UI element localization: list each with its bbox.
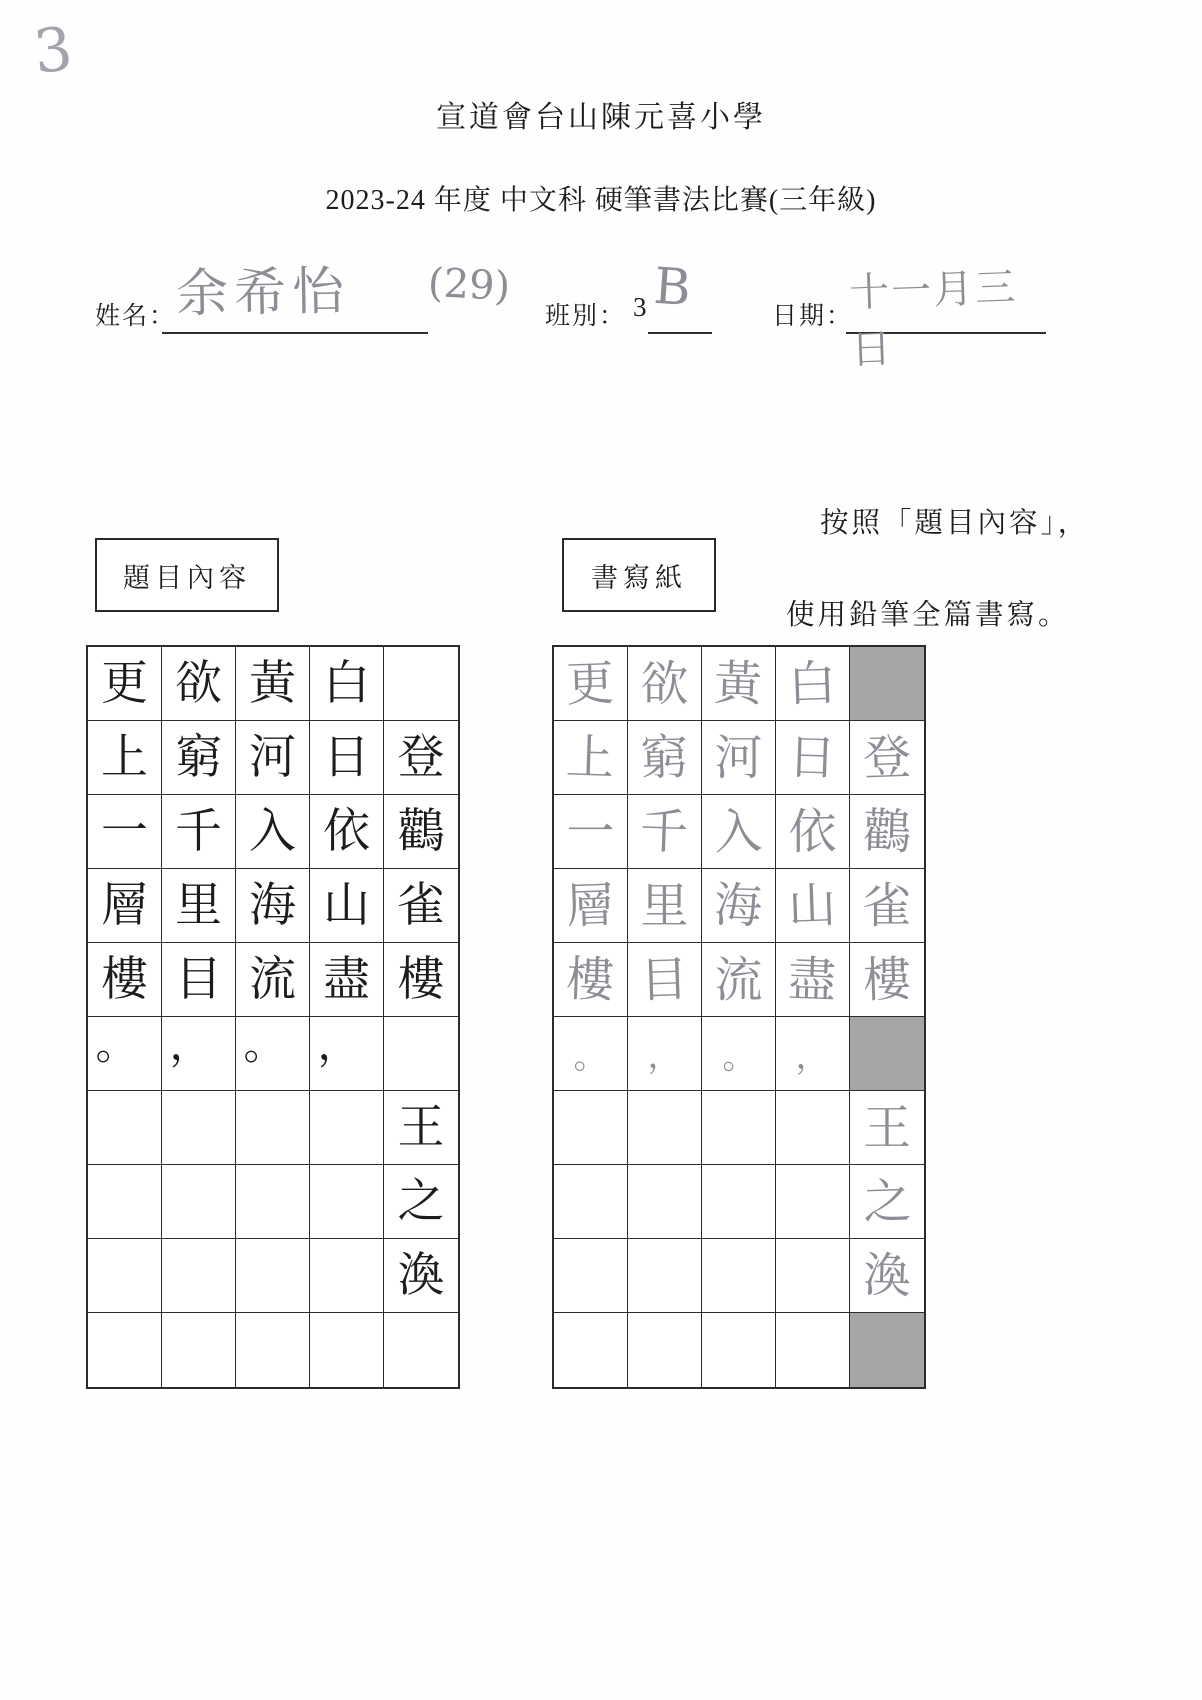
name-label: 姓名： xyxy=(95,303,177,330)
handwritten-character: 。 xyxy=(573,1037,608,1077)
handwritten-character: 黃 xyxy=(713,654,764,713)
grid-cell xyxy=(628,647,702,721)
grid-cell xyxy=(88,1017,162,1091)
printed-character: 黃 xyxy=(249,657,296,710)
grid-cell xyxy=(628,869,702,943)
printed-character: 。 xyxy=(95,1022,138,1069)
grid-cell xyxy=(628,795,702,869)
grid-cell xyxy=(850,1017,924,1091)
name-field xyxy=(162,248,428,334)
printed-character: 日 xyxy=(323,731,370,784)
grid-cell xyxy=(776,1313,850,1387)
handwritten-character: 白 xyxy=(787,654,838,713)
date-field xyxy=(846,246,1046,374)
grid-cell xyxy=(162,1017,236,1091)
grid-cell xyxy=(88,943,162,1017)
grid-cell xyxy=(702,647,776,721)
instruction-line-1: 按照「題目內容」， xyxy=(820,508,1090,539)
handwritten-character: 登 xyxy=(862,728,912,787)
grid-cell xyxy=(162,1313,236,1387)
grid-cell xyxy=(776,1091,850,1165)
writing-paper-label: 書寫紙 xyxy=(591,562,687,593)
handwritten-character: 河 xyxy=(714,729,763,786)
grid-cell xyxy=(384,721,458,795)
printed-character: 登 xyxy=(397,731,445,784)
grid-cell xyxy=(628,943,702,1017)
student-number-handwritten: (29) xyxy=(426,259,512,311)
handwritten-character: 之 xyxy=(862,1172,912,1231)
writing-paper-box xyxy=(562,538,716,612)
handwritten-page-number: 3 xyxy=(30,14,76,88)
grid-cell xyxy=(628,1017,702,1091)
printed-character: 渙 xyxy=(397,1249,445,1302)
printed-character: 之 xyxy=(397,1175,445,1228)
grid-cell xyxy=(88,647,162,721)
grid-cell xyxy=(236,1091,310,1165)
grid-cell xyxy=(628,1313,702,1387)
handwritten-character: 目 xyxy=(639,950,690,1009)
printed-character: 雀 xyxy=(397,879,445,932)
grid-cell xyxy=(162,943,236,1017)
grid-cell xyxy=(310,869,384,943)
printed-character: 目 xyxy=(175,953,222,1006)
grid-cell xyxy=(310,1165,384,1239)
grid-cell xyxy=(702,1017,776,1091)
grid-cell xyxy=(702,1091,776,1165)
grid-cell xyxy=(236,1239,310,1313)
grid-cell xyxy=(702,1239,776,1313)
printed-character: 盡 xyxy=(323,953,370,1006)
grid-cell xyxy=(162,1091,236,1165)
grid-cell xyxy=(162,647,236,721)
grid-cell xyxy=(310,1239,384,1313)
grid-cell xyxy=(628,1239,702,1313)
grid-cell xyxy=(310,943,384,1017)
grid-cell xyxy=(236,721,310,795)
topic-content-grid xyxy=(86,645,460,1389)
grid-cell xyxy=(776,869,850,943)
grid-cell xyxy=(384,1017,458,1091)
grid-cell xyxy=(628,1091,702,1165)
grid-cell xyxy=(162,795,236,869)
grid-cell xyxy=(162,721,236,795)
class-field xyxy=(648,248,712,334)
grid-cell xyxy=(850,869,924,943)
grid-cell xyxy=(236,795,310,869)
grid-cell xyxy=(850,795,924,869)
printed-character: 里 xyxy=(175,879,222,932)
grid-cell xyxy=(776,1165,850,1239)
printed-character: 一 xyxy=(101,805,148,858)
grid-cell xyxy=(554,1313,628,1387)
handwritten-character: 。 xyxy=(720,1036,757,1078)
grid-cell xyxy=(88,1239,162,1313)
printed-character: 更 xyxy=(101,657,148,710)
grid-cell xyxy=(384,1313,458,1387)
handwritten-character: 日 xyxy=(787,728,838,787)
handwritten-character: ， xyxy=(795,1037,830,1077)
grid-cell xyxy=(702,869,776,943)
printed-character: 樓 xyxy=(397,953,445,1006)
grid-cell xyxy=(554,721,628,795)
printed-character: 鸛 xyxy=(397,805,445,858)
printed-character: 層 xyxy=(101,879,148,932)
grid-cell xyxy=(384,795,458,869)
grid-cell xyxy=(850,1091,924,1165)
handwritten-character: 渙 xyxy=(862,1246,912,1305)
handwritten-character: 雀 xyxy=(862,877,911,934)
date-handwritten: 十一月三日 xyxy=(848,264,1018,374)
grid-cell xyxy=(88,1313,162,1387)
grid-cell xyxy=(162,1239,236,1313)
grid-cell xyxy=(776,647,850,721)
printed-character: 流 xyxy=(249,953,296,1006)
handwritten-character: 更 xyxy=(565,654,616,713)
handwritten-character: 盡 xyxy=(787,950,838,1009)
topic-content-label: 題目內容 xyxy=(123,562,251,593)
grid-cell xyxy=(776,795,850,869)
grid-cell xyxy=(850,647,924,721)
grid-cell xyxy=(236,869,310,943)
handwritten-character: 層 xyxy=(565,876,616,935)
grid-cell xyxy=(236,1165,310,1239)
name-handwritten: 余希怡 xyxy=(175,261,351,325)
printed-character: 河 xyxy=(249,731,296,784)
grid-cell xyxy=(554,869,628,943)
topic-content-box xyxy=(95,538,279,612)
grid-cell xyxy=(310,647,384,721)
grid-cell xyxy=(850,721,924,795)
grid-cell xyxy=(628,1165,702,1239)
grid-cell xyxy=(776,1017,850,1091)
grid-cell xyxy=(702,721,776,795)
grid-cell xyxy=(850,1239,924,1313)
grid-cell xyxy=(310,1313,384,1387)
handwritten-character: 里 xyxy=(640,877,689,934)
grid-cell xyxy=(554,1165,628,1239)
printed-character: 海 xyxy=(249,879,296,932)
handwritten-character: 樓 xyxy=(565,950,616,1009)
printed-character: 王 xyxy=(397,1101,445,1154)
grid-cell xyxy=(88,1165,162,1239)
printed-character: 欲 xyxy=(175,657,222,710)
printed-character: ， xyxy=(169,1022,212,1069)
school-name: 宣道會台山陳元喜小學 xyxy=(436,101,766,134)
grid-cell xyxy=(702,1313,776,1387)
printed-character: 千 xyxy=(175,805,222,858)
handwritten-character: 窮 xyxy=(639,728,690,787)
grid-cell xyxy=(236,943,310,1017)
printed-character: 山 xyxy=(323,879,370,932)
grid-cell xyxy=(554,943,628,1017)
printed-character: 上 xyxy=(101,731,148,784)
handwritten-character: 流 xyxy=(714,951,763,1008)
class-handwritten-letter: B xyxy=(652,256,693,318)
grid-cell xyxy=(850,1313,924,1387)
grid-cell xyxy=(384,1091,458,1165)
grid-cell xyxy=(554,1091,628,1165)
grid-cell xyxy=(384,1239,458,1313)
grid-cell xyxy=(628,721,702,795)
grid-cell xyxy=(776,1239,850,1313)
handwritten-character: 一 xyxy=(566,803,615,860)
grid-cell xyxy=(310,1017,384,1091)
grid-cell xyxy=(310,1091,384,1165)
grid-cell xyxy=(702,795,776,869)
handwritten-character: 入 xyxy=(713,802,764,861)
handwritten-character: 依 xyxy=(788,803,837,860)
grid-cell xyxy=(776,721,850,795)
grid-cell xyxy=(88,721,162,795)
grid-cell xyxy=(702,1165,776,1239)
grid-cell xyxy=(384,869,458,943)
printed-character: 樓 xyxy=(101,953,148,1006)
grid-cell xyxy=(236,647,310,721)
printed-character: 。 xyxy=(243,1022,286,1069)
handwritten-character: 樓 xyxy=(862,950,912,1009)
grid-cell xyxy=(162,869,236,943)
grid-cell xyxy=(162,1165,236,1239)
grid-cell xyxy=(850,943,924,1017)
handwritten-character: 上 xyxy=(565,728,616,787)
handwritten-character: 欲 xyxy=(640,655,689,712)
grid-cell xyxy=(384,943,458,1017)
class-printed-digit: 3 xyxy=(633,292,647,322)
grid-cell xyxy=(384,647,458,721)
printed-character: 窮 xyxy=(175,731,222,784)
grid-cell xyxy=(702,943,776,1017)
competition-subtitle: 2023-24 年度 中文科 硬筆書法比賽(三年級) xyxy=(325,185,877,216)
instruction-line-2: 使用鉛筆全篇書寫。 xyxy=(786,600,1070,631)
handwritten-character: ， xyxy=(646,1036,683,1078)
handwritten-character: 山 xyxy=(787,876,838,935)
date-label: 日期： xyxy=(772,303,854,330)
printed-character: 入 xyxy=(249,805,296,858)
grid-cell xyxy=(236,1313,310,1387)
grid-cell xyxy=(236,1017,310,1091)
handwritten-character: 海 xyxy=(713,876,764,935)
grid-cell xyxy=(850,1165,924,1239)
handwritten-character: 鸛 xyxy=(862,802,912,861)
grid-cell xyxy=(310,795,384,869)
printed-character: 依 xyxy=(323,805,370,858)
grid-cell xyxy=(88,1091,162,1165)
grid-cell xyxy=(384,1165,458,1239)
grid-cell xyxy=(554,795,628,869)
handwritten-character: 千 xyxy=(639,802,690,861)
grid-cell xyxy=(554,1239,628,1313)
grid-cell xyxy=(310,721,384,795)
grid-cell xyxy=(88,869,162,943)
printed-character: ， xyxy=(317,1022,360,1069)
printed-character: 白 xyxy=(323,657,370,710)
grid-cell xyxy=(554,647,628,721)
grid-cell xyxy=(776,943,850,1017)
class-label: 班別： xyxy=(545,303,627,330)
grid-cell xyxy=(554,1017,628,1091)
writing-paper-grid xyxy=(552,645,926,1389)
grid-cell xyxy=(88,795,162,869)
handwritten-character: 王 xyxy=(862,1099,911,1156)
